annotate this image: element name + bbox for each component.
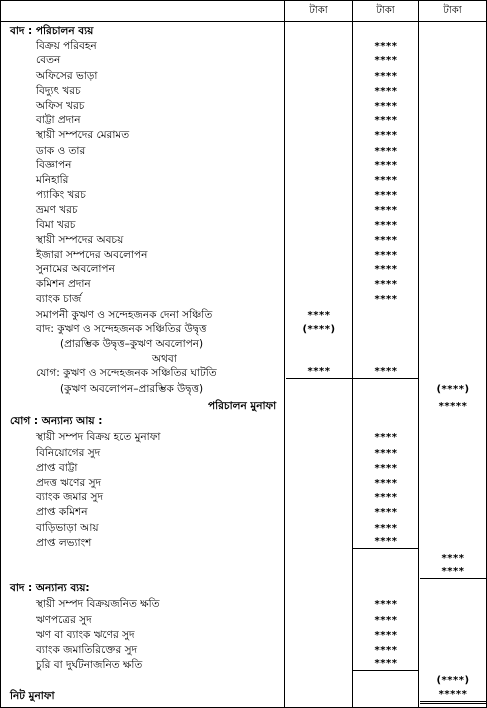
amount-c2: **** <box>374 630 398 641</box>
amount-c2: **** <box>374 190 398 201</box>
section-heading: নিট মুনাফা <box>10 690 55 702</box>
amount-c2: **** <box>374 55 398 66</box>
item-label: বিনিয়োগের সুদ <box>36 447 101 459</box>
amount-c1: **** <box>307 310 331 321</box>
amount-c1: (****) <box>302 324 336 335</box>
statement-row <box>0 504 487 521</box>
statement-row <box>0 596 487 613</box>
item-label: বেতন <box>36 54 61 66</box>
amount-c2: **** <box>353 535 419 549</box>
amount-c2: **** <box>374 41 398 52</box>
item-label: ডাক ও তার <box>36 145 86 157</box>
amount-c2: **** <box>353 365 419 379</box>
statement-row <box>0 127 487 144</box>
amount-c2: **** <box>374 645 398 656</box>
statement-row <box>0 580 487 597</box>
amount-c2: **** <box>374 115 398 126</box>
amount-c2: **** <box>374 264 398 275</box>
section-heading: বাদ : অন্যান্য ব্যয়: <box>10 582 90 594</box>
amount-c2: **** <box>374 175 398 186</box>
section-heading: পরিচালন মুনাফা <box>208 400 277 412</box>
amount-c1: **** <box>286 365 352 379</box>
item-label: অফিসের ভাড়া <box>36 70 98 82</box>
amount-c2: **** <box>374 599 398 610</box>
item-label: প্রাপ্ত লভ্যাংশ <box>36 537 92 549</box>
statement-row <box>0 365 487 382</box>
item-label: প্রাপ্ত কমিশন <box>36 506 88 518</box>
column-header-taka: টাকা <box>443 5 462 16</box>
item-label: মনিহারি <box>36 174 69 186</box>
item-label: প্যাকিং খরচ <box>36 189 86 201</box>
item-label: অথবা <box>152 353 177 365</box>
amount-c2: **** <box>374 205 398 216</box>
item-label: স্থায়ী সম্পদ বিক্রয় হতে মুনাফা <box>36 431 161 443</box>
section-heading: যোগ : অন্যান্য আয় : <box>10 415 103 427</box>
amount-c2: **** <box>374 615 398 626</box>
statement-row <box>0 381 487 398</box>
amount-c2: **** <box>374 160 398 171</box>
amount-c2: **** <box>374 130 398 141</box>
item-label: ভ্রমণ খরচ <box>36 204 78 216</box>
amount-c3: ***** <box>420 688 486 704</box>
table-border-top <box>0 0 487 1</box>
amount-c3: (****) <box>436 675 470 686</box>
item-label: স্থায়ী সম্পদের অবচয় <box>36 234 124 246</box>
item-label: বিমা খরচ <box>36 219 76 231</box>
amount-c2: **** <box>374 86 398 97</box>
item-label: প্রদত্ত ঋণের সুদ <box>36 477 102 489</box>
item-label: বিদ্যুৎ খরচ <box>36 85 81 97</box>
header-divider <box>0 21 487 22</box>
item-label: ঋণপত্রের সুদ <box>36 614 92 626</box>
item-label: সমাপনী কুঋণ ও সন্দেহজনক দেনা সঞ্চিতি <box>36 309 213 321</box>
item-label: বাদ: কুঋণ ও সন্দেহজনক সঞ্চিতির উদ্বৃত্ত <box>36 323 207 335</box>
amount-c2: **** <box>374 294 398 305</box>
item-label: অফিস খরচ <box>36 100 85 112</box>
statement-row <box>0 672 487 689</box>
statement-row <box>0 413 487 430</box>
item-label: কমিশন প্রদান <box>36 278 91 290</box>
statement-row <box>0 688 487 705</box>
amount-c3: **** <box>441 553 465 564</box>
amount-c2: **** <box>374 71 398 82</box>
item-label: প্রাপ্ত বাট্টা <box>36 462 78 474</box>
amount-c2: **** <box>374 235 398 246</box>
item-label: ঋণ বা ব্যাংক ঋণের সুদ <box>36 629 135 641</box>
item-label: (প্রারম্ভিক উদ্বৃত্ত–কুঋণ অবলোপন) <box>60 338 204 350</box>
amount-c3: ***** <box>438 401 468 412</box>
item-label: স্থায়ী সম্পদ বিক্রয়জনিত ক্ষতি <box>36 598 160 610</box>
item-label: বিজ্ঞাপন <box>36 159 72 171</box>
amount-c3: (****) <box>436 384 470 395</box>
amount-c2: **** <box>374 101 398 112</box>
amount-c2: **** <box>374 523 398 534</box>
section-heading: বাদ : পরিচালন ব্যয় <box>10 25 94 37</box>
item-label: যোগ: কুঋণ ও সন্দেহজনক সঞ্চিতির ঘাটতি <box>36 367 217 379</box>
item-label: (কুঋণ অবলোপন–প্রারম্ভিক উদ্বৃত্ত) <box>60 383 204 395</box>
amount-c2: **** <box>374 432 398 443</box>
amount-c2: **** <box>374 463 398 474</box>
amount-c2: **** <box>353 657 419 671</box>
statement-row <box>0 291 487 308</box>
item-label: ব্যাংক জমার সুদ <box>36 491 103 503</box>
amount-c2: **** <box>374 146 398 157</box>
item-label: সুনামের অবলোপন <box>36 263 115 275</box>
item-label: ব্যাংক জমাতিরিক্তের সুদ <box>36 644 138 656</box>
statement-row <box>0 429 487 446</box>
statement-row <box>0 52 487 69</box>
item-label: বাট্টা প্রদান <box>36 114 81 126</box>
item-label: চুরি বা দুর্ঘটনাজনিত ক্ষতি <box>36 659 143 671</box>
column-header-taka: টাকা <box>309 5 328 16</box>
amount-c2: **** <box>374 279 398 290</box>
column-header-taka: টাকা <box>376 5 395 16</box>
amount-c2: **** <box>374 250 398 261</box>
amount-c2: **** <box>374 492 398 503</box>
item-label: স্থায়ী সম্পদের মেরামত <box>36 129 130 141</box>
amount-c2: **** <box>374 507 398 518</box>
item-label: বিক্রয় পরিবহন <box>36 40 97 52</box>
item-label: ইজারা সম্পদের অবলোপন <box>36 249 148 261</box>
amount-c3: **** <box>420 565 486 579</box>
item-label: বাড়িভাড়া আয় <box>36 522 99 534</box>
amount-c2: **** <box>374 220 398 231</box>
amount-c2: **** <box>374 478 398 489</box>
item-label: ব্যাংক চার্জ <box>36 293 82 305</box>
amount-c2: **** <box>374 448 398 459</box>
